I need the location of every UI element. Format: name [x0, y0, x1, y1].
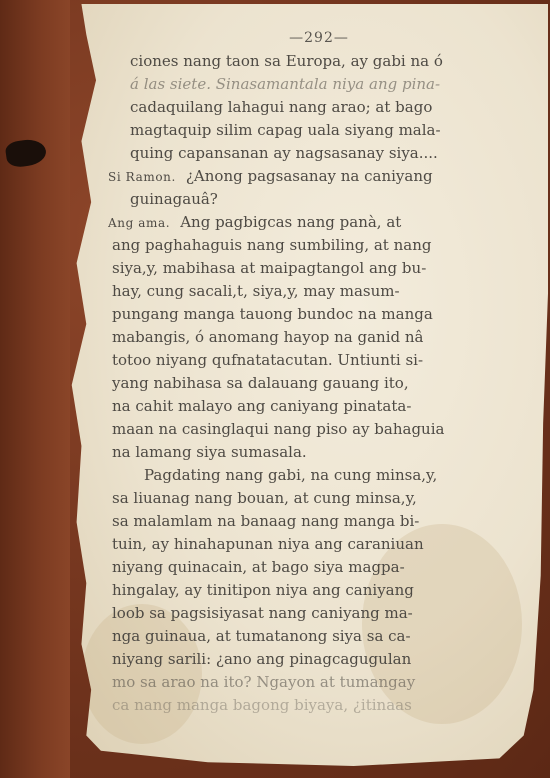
dialogue-line: totoo niyang qufnatatacutan. Untiunti si- — [112, 351, 424, 369]
paragraph-line: loob sa pagsisiyasat nang caniyang ma- — [112, 604, 413, 622]
page-number: —292— — [289, 30, 349, 46]
dark-background-edge — [0, 0, 70, 778]
text-line: ciones nang taon sa Europa, ay gabi na ó — [130, 52, 443, 70]
paragraph-line: niyang quinacain, at bago siya magpa- — [112, 558, 405, 576]
dialogue-line: pungang manga tauong bundoc na manga — [112, 305, 433, 323]
speaker-name: Si Ramon. — [108, 170, 176, 184]
dialogue-line: na lamang siya sumasala. — [112, 443, 307, 461]
dialogue-text: Ang pagbigcas nang panà, at — [180, 213, 402, 231]
speaker-name: Ang ama. — [108, 216, 171, 230]
paragraph-line: sa liuanag nang bouan, at cung minsa,y, — [112, 489, 417, 507]
paragraph-line: Pagdating nang gabi, na cung minsa,y, — [144, 466, 438, 484]
dialogue-line: maan na casinglaqui nang piso ay bahaguia — [112, 420, 445, 438]
text-line: cadaquilang lahagui nang arao; at bago — [130, 98, 433, 116]
paragraph-line: ca nang manga bagong biyaya, ¿itinaas — [112, 696, 412, 714]
dialogue-text: ¿Anong pagsasanay na caniyang — [185, 167, 433, 185]
dialogue-line: ang paghahaguis nang sumbiling, at nang — [112, 236, 432, 254]
paragraph-line: nga guinaua, at tumatanong siya sa ca- — [112, 627, 411, 645]
dialogue-line: yang nabihasa sa dalauang gauang ito, — [112, 374, 409, 392]
dialogue-line — [108, 211, 510, 234]
dialogue-line — [108, 165, 510, 188]
paragraph-line: niyang sarili: ¿ano ang pinagcagugulan — [112, 650, 412, 668]
dialogue-line: na cahit malayo ang caniyang pinatata- — [112, 397, 412, 415]
text-line: á las siete. Sinasamantala niya ang pina- — [130, 75, 441, 93]
dialogue-line: siya,y, mabihasa at maipagtangol ang bu- — [112, 259, 427, 277]
paragraph-line: hingalay, ay tinitipon niya ang caniyang — [112, 581, 414, 599]
text-line: quing capansanan ay nagsasanay siya.... — [130, 144, 438, 162]
dialogue-line: guinagauâ? — [130, 190, 218, 208]
paragraph-line: tuin, ay hinahapunan niya ang caraniuan — [112, 535, 424, 553]
text-line: magtaquip silim capag uala siyang mala- — [130, 121, 441, 139]
dialogue-line: mabangis, ó anomang hayop na ganid nâ — [112, 328, 424, 346]
page-text — [108, 26, 510, 717]
paragraph-line: mo sa arao na ito? Ngayon at tumangay — [112, 673, 416, 691]
dialogue-line: hay, cung sacali,t, siya,y, may masum- — [112, 282, 400, 300]
paragraph-line: sa malamlam na banaag nang manga bi- — [112, 512, 420, 530]
